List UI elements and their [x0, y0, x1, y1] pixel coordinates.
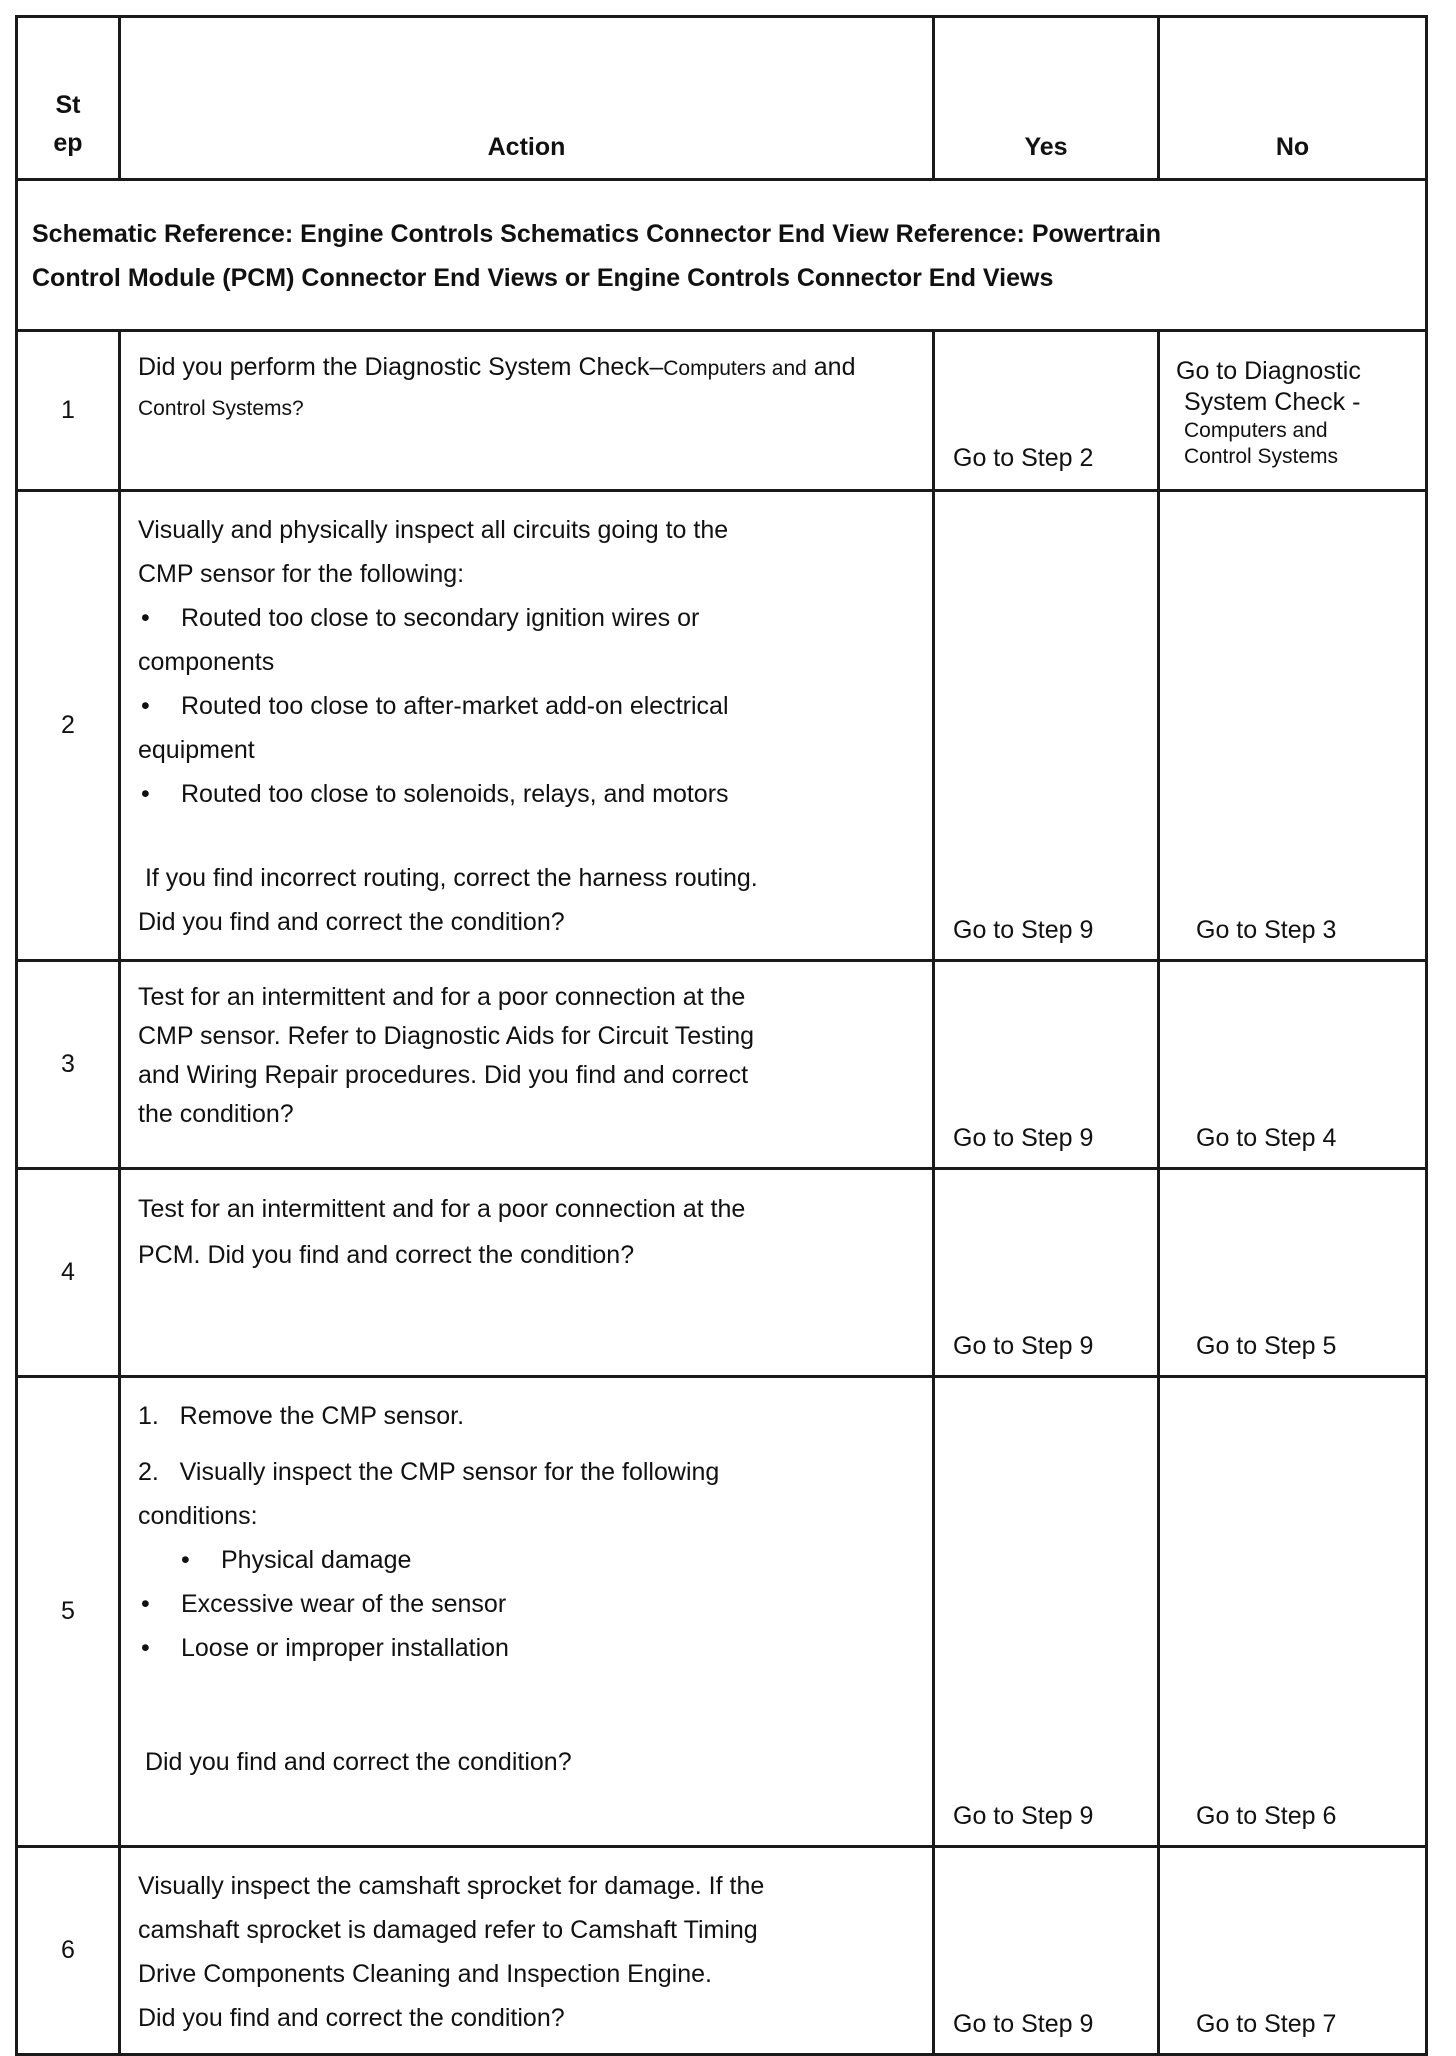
table-row [17, 491, 1427, 961]
bullet-glyph: • [181, 1546, 190, 1574]
action-line: Visually and physically inspect all circuits going to the [138, 516, 729, 544]
action-line: Drive Components Cleaning and Inspection Engine. [138, 1960, 712, 1988]
no-line-1: Go to Diagnostic [1176, 357, 1361, 385]
step-number: 4 [17, 1169, 120, 1377]
header-yes: Yes [934, 17, 1159, 180]
step-action [120, 491, 934, 961]
bullet-item: • Routed too close to solenoids, relays, and motors [138, 772, 914, 816]
header-step-line1: St [55, 91, 81, 119]
step-number: 6 [17, 1847, 120, 2055]
action-text-small-2: Control Systems? [138, 397, 304, 420]
no-line-2: System Check - [1184, 388, 1361, 416]
header-step [17, 17, 120, 180]
reference-line-1: Schematic Reference: Engine Controls Schematics Connector End View Reference: Powertrain [32, 220, 1162, 248]
reference-line-2: Control Module (PCM) Connector End Views or Engine Controls Connector End Views [32, 264, 1054, 292]
bullet-glyph: • [141, 604, 150, 632]
numbered-wrap: conditions: [138, 1502, 258, 1530]
yes-outcome: Go to Step 2 [934, 331, 1159, 491]
bullet-item: • Routed too close to secondary ignition wires or [138, 596, 914, 640]
action-line: If you find incorrect routing, correct the harness routing. [138, 864, 758, 892]
action-line: the condition? [138, 1100, 294, 1128]
step-number: 2 [17, 491, 120, 961]
yes-outcome: Go to Step 9 [934, 491, 1159, 961]
table-row [17, 1377, 1427, 1847]
action-line: and Wiring Repair procedures. Did you find and correct [138, 1061, 749, 1089]
action-line: Did you find and correct the condition? [138, 2004, 565, 2032]
action-line: camshaft sprocket is damaged refer to Camshaft Timing [138, 1916, 758, 1944]
bullet-glyph: • [141, 780, 150, 808]
step-action [120, 961, 934, 1169]
action-line: CMP sensor for the following: [138, 560, 465, 588]
table-row [17, 331, 1427, 491]
step-number: 5 [17, 1377, 120, 1847]
no-outcome: Go to Step 5 [1159, 1169, 1427, 1377]
no-line-4: Control Systems [1184, 445, 1339, 468]
no-outcome: Go to Step 4 [1159, 961, 1427, 1169]
no-outcome: Go to Step 7 [1159, 1847, 1427, 2055]
bullet-glyph: • [141, 1634, 150, 1662]
reference-row [17, 180, 1427, 331]
table-row [17, 1169, 1427, 1377]
table-row [17, 961, 1427, 1169]
action-line: CMP sensor. Refer to Diagnostic Aids for Circuit Testing [138, 1022, 755, 1050]
action-line: Did you find and correct the condition? [138, 908, 565, 936]
bullet-item: • Excessive wear of the sensor [138, 1582, 914, 1626]
no-outcome: Go to Step 6 [1159, 1377, 1427, 1847]
bullet-item: • Physical damage [138, 1538, 914, 1582]
no-line-3: Computers and [1184, 419, 1328, 442]
step-action [120, 1169, 934, 1377]
step-action [120, 1847, 934, 2055]
yes-outcome: Go to Step 9 [934, 961, 1159, 1169]
step-action [120, 331, 934, 491]
action-line: Test for an intermittent and for a poor connection at the [138, 983, 746, 1011]
header-row [17, 17, 1427, 180]
header-no: No [1159, 17, 1427, 180]
step-action [120, 1377, 934, 1847]
bullet-item: • Loose or improper installation [138, 1626, 914, 1670]
action-line: PCM. Did you find and correct the condition? [138, 1241, 635, 1269]
yes-outcome: Go to Step 9 [934, 1169, 1159, 1377]
header-step-line2: ep [53, 129, 83, 157]
no-outcome: Go to Step 3 [1159, 491, 1427, 961]
numbered-item: 1. Remove the CMP sensor. [138, 1402, 465, 1430]
bullet-wrap: components [138, 648, 275, 676]
yes-outcome: Go to Step 9 [934, 1377, 1159, 1847]
header-action: Action [120, 17, 934, 180]
bullet-item: • Routed too close to after-market add-on electrical [138, 684, 914, 728]
yes-outcome: Go to Step 9 [934, 1847, 1159, 2055]
table-row [17, 1847, 1427, 2055]
schematic-reference [17, 180, 1427, 331]
step-number: 1 [17, 331, 120, 491]
action-text-tail: and [806, 353, 856, 381]
action-line: Visually inspect the camshaft sprocket for damage. If the [138, 1872, 765, 1900]
action-text-small: Computers and [663, 357, 807, 380]
bullet-glyph: • [141, 1590, 150, 1618]
bullet-glyph: • [141, 692, 150, 720]
action-line: Did you find and correct the condition? [138, 1748, 572, 1776]
bullet-wrap: equipment [138, 736, 255, 764]
numbered-item: 2. Visually inspect the CMP sensor for the following [138, 1458, 720, 1486]
no-outcome [1159, 331, 1427, 491]
action-line: Test for an intermittent and for a poor connection at the [138, 1195, 746, 1223]
action-text: Did you perform the Diagnostic System Check– [138, 353, 664, 381]
diagnostic-table [15, 15, 1428, 2056]
step-number: 3 [17, 961, 120, 1169]
